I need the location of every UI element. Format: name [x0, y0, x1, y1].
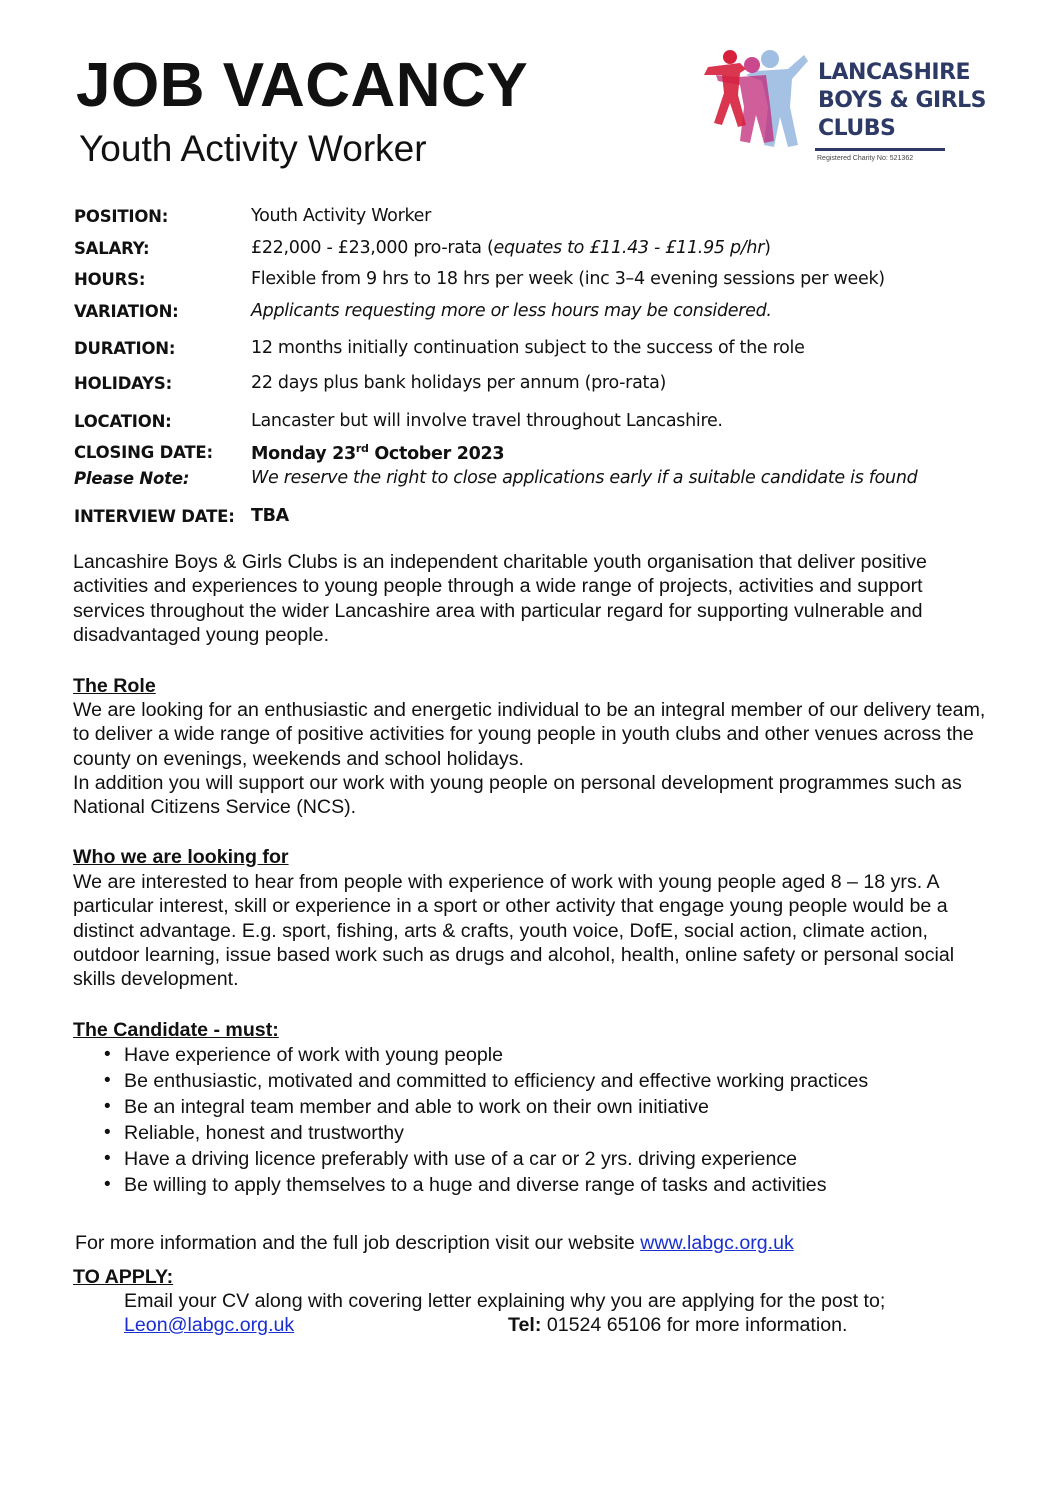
logo-divider: [815, 148, 945, 151]
list-item: • Have a driving licence preferably with use of a car or 2 yrs. driving experience: [104, 1148, 798, 1170]
closing-date-label: CLOSING DATE:: [74, 443, 213, 462]
logo-charity-number: Registered Charity No: 521362: [817, 155, 914, 162]
duration-value: 12 months initially continuation subject to the success of the role: [251, 338, 805, 358]
position-value: Youth Activity Worker: [251, 206, 432, 226]
bullet-icon: •: [104, 1148, 111, 1169]
looking-for-paragraph: We are interested to hear from people with experience of work with young people aged 8 – 18 yrs. A particular interest, skill or experience in a sport or other activity that engage young people would be a distinct advantage. E.g. sport, fishing, arts & crafts, youth voice, DofE, social action, climate action, outdoor learning, issue based work such as drugs and alcohol, health, online safety or personal social skills development.: [73, 871, 955, 991]
role-paragraph: We are looking for an enthusiastic and energetic individual to be an integral member of our delivery team, to deliver a wide range of positive activities for young people in youth clubs and other venues across the county on evenings, weekends and school holidays.: [73, 699, 986, 770]
telephone-line: [508, 1314, 847, 1337]
tel-label: Tel:: [508, 1314, 542, 1336]
please-note-label: Please Note:: [74, 469, 190, 488]
email-link[interactable]: Leon@labgc.org.uk: [124, 1314, 295, 1336]
list-item: • Have experience of work with young people: [104, 1044, 504, 1066]
hours-value: Flexible from 9 hrs to 18 hrs per week (inc 3–4 evening sessions per week): [251, 269, 885, 289]
bullet-icon: •: [104, 1044, 111, 1065]
position-label: POSITION:: [74, 207, 169, 226]
apply-heading: TO APPLY:: [73, 1266, 174, 1288]
logo-line-2: BOYS & GIRLS: [818, 88, 987, 113]
website-link[interactable]: www.labgc.org.uk: [640, 1232, 794, 1254]
logo-line-3: CLUBS: [818, 116, 896, 141]
variation-value: Applicants requesting more or less hours may be considered.: [251, 301, 772, 321]
page-title: JOB VACANCY: [76, 51, 529, 120]
logo-figures-icon: [700, 45, 815, 155]
variation-label: VARIATION:: [74, 302, 179, 321]
closing-date-value: Monday 23rd October 2023: [251, 442, 505, 464]
salary-hourly: equates to £11.43 - £11.95 p/hr: [493, 238, 765, 258]
location-value: Lancaster but will involve travel throughout Lancashire.: [251, 411, 723, 431]
list-item: • Reliable, honest and trustworthy: [104, 1122, 404, 1144]
list-item: • Be enthusiastic, motivated and committed to efficiency and effective working practices: [104, 1070, 869, 1092]
holidays-label: HOLIDAYS:: [74, 374, 173, 393]
interview-date-value: TBA: [251, 506, 289, 526]
candidate-heading: The Candidate - must:: [73, 1019, 279, 1041]
apply-instructions: Email your CV along with covering letter explaining why you are applying for the post to;: [124, 1290, 886, 1312]
location-label: LOCATION:: [74, 412, 172, 431]
please-note-value: We reserve the right to close applications early if a suitable candidate is found: [251, 468, 918, 488]
organisation-logo: [700, 45, 987, 170]
duration-label: DURATION:: [74, 339, 176, 358]
bullet-icon: •: [104, 1122, 111, 1143]
interview-date-label: INTERVIEW DATE:: [74, 507, 235, 526]
page-subtitle: Youth Activity Worker: [79, 128, 427, 169]
holidays-value: 22 days plus bank holidays per annum (pro-rata): [251, 373, 667, 393]
bullet-icon: •: [104, 1174, 111, 1195]
salary-label: SALARY:: [74, 239, 150, 258]
list-item: • Be an integral team member and able to work on their own initiative: [104, 1096, 709, 1118]
candidate-requirements-list: [100, 1042, 868, 1198]
bullet-icon: •: [104, 1096, 111, 1117]
salary-value: £22,000 - £23,000 pro-rata (equates to £11.43 - £11.95 p/hr): [251, 238, 771, 258]
looking-for-heading: Who we are looking for: [73, 846, 289, 868]
role-paragraph-2: In addition you will support our work with young people on personal development programmes such as National Citizens Service (NCS).: [73, 772, 962, 819]
role-heading: The Role: [73, 675, 156, 697]
list-item: • Be willing to apply themselves to a huge and diverse range of tasks and activities: [104, 1174, 827, 1196]
more-info-text: For more information and the full job description visit our website: [75, 1232, 641, 1254]
more-info-line: [75, 1232, 794, 1255]
logo-line-1: LANCASHIRE: [818, 60, 971, 85]
bullet-icon: •: [104, 1070, 111, 1091]
intro-paragraph: Lancashire Boys & Girls Clubs is an independent charitable youth organisation that deliver positive activities and experiences to young people through a wide range of projects, activities and support services throughout the wider Lancashire area with particular regard for supporting vulnerable and disadvantaged young people.: [73, 551, 927, 646]
tel-value: 01524 65106 for more information.: [541, 1314, 848, 1336]
hours-label: HOURS:: [74, 270, 146, 289]
